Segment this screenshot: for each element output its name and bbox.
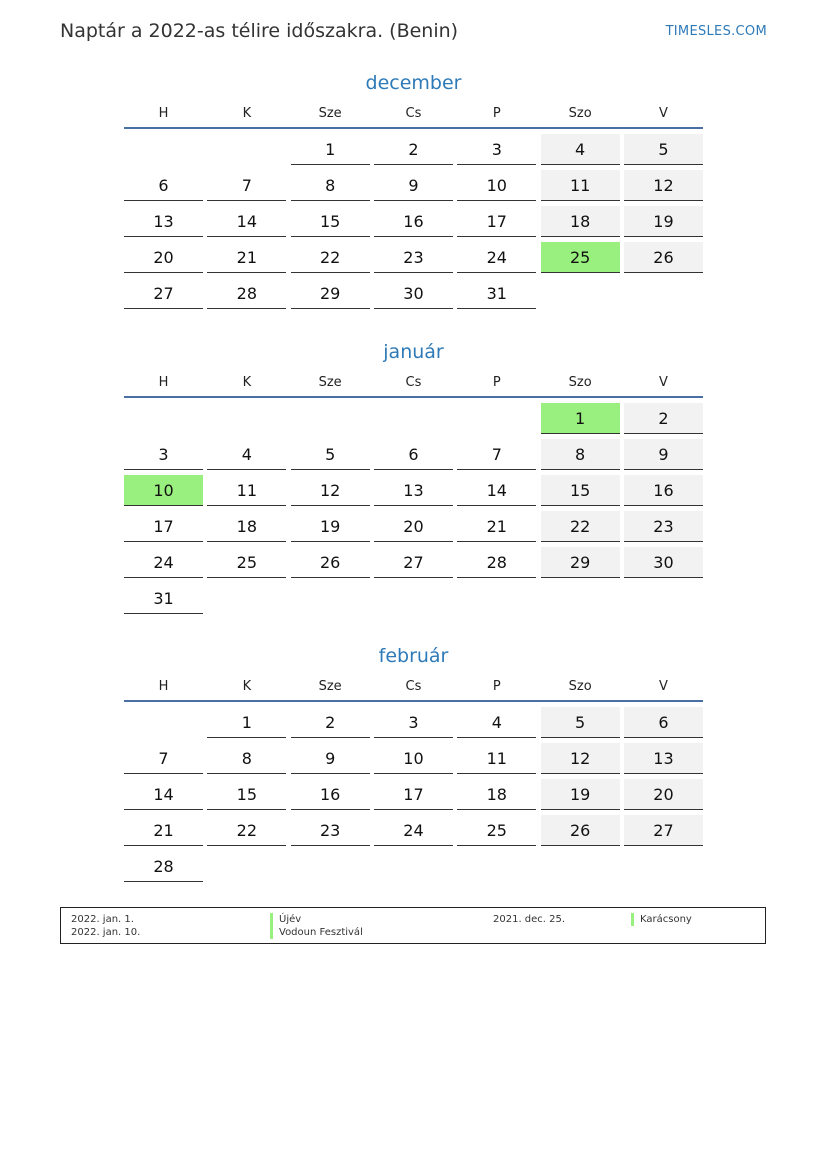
brand-link[interactable]: TIMESLES.COM [665, 24, 767, 39]
month-title: január [383, 341, 444, 363]
day-cell: 17 [124, 511, 203, 542]
month-title: február [378, 645, 449, 667]
day-cell: 4 [457, 707, 536, 738]
day-cell: 12 [291, 475, 370, 506]
day-cell: 8 [291, 170, 370, 201]
day-cell: 16 [374, 206, 453, 237]
month-januar [124, 339, 703, 614]
day-cell: 9 [374, 170, 453, 201]
weekday-label: H [158, 375, 169, 390]
day-cell: 2 [374, 134, 453, 165]
day-cell: 5 [541, 707, 620, 738]
day-cell: 20 [124, 242, 203, 273]
day-cell: 30 [374, 278, 453, 309]
day-grid [124, 707, 703, 882]
weekday-label: Szo [568, 106, 592, 121]
weekday-label: K [242, 375, 252, 390]
weekday-label: Cs [405, 375, 422, 390]
weekday-label: V [659, 679, 668, 694]
day-cell: 12 [624, 170, 703, 201]
empty-cell [124, 707, 203, 738]
day-cell: 23 [291, 815, 370, 846]
day-cell: 5 [624, 134, 703, 165]
empty-cell [124, 134, 203, 165]
month-februar [124, 643, 703, 882]
day-cell: 27 [124, 278, 203, 309]
legend-row [61, 926, 765, 939]
day-cell: 20 [374, 511, 453, 542]
header-rule [124, 700, 703, 702]
legend-row [61, 913, 765, 926]
weekday-label: Sze [318, 106, 342, 121]
day-cell: 21 [457, 511, 536, 542]
header-rule [124, 396, 703, 398]
day-cell: 7 [124, 743, 203, 774]
holiday-day-cell: 10 [124, 475, 203, 506]
weekday-label: Cs [405, 106, 422, 121]
day-cell: 27 [374, 547, 453, 578]
holiday-legend [60, 907, 766, 944]
day-cell: 28 [457, 547, 536, 578]
legend-holiday-name: Karácsony [631, 913, 692, 926]
day-cell: 23 [624, 511, 703, 542]
day-cell: 11 [541, 170, 620, 201]
weekday-label: P [492, 106, 501, 121]
header-rule [124, 127, 703, 129]
day-cell: 12 [541, 743, 620, 774]
month-title: december [365, 72, 462, 94]
empty-cell [374, 403, 453, 434]
day-cell: 30 [624, 547, 703, 578]
weekday-label: K [242, 679, 252, 694]
day-cell: 8 [207, 743, 286, 774]
day-cell: 15 [207, 779, 286, 810]
day-cell: 16 [291, 779, 370, 810]
day-cell: 6 [374, 439, 453, 470]
day-cell: 28 [124, 851, 203, 882]
day-cell: 6 [624, 707, 703, 738]
day-cell: 4 [207, 439, 286, 470]
day-cell: 3 [457, 134, 536, 165]
day-cell: 19 [291, 511, 370, 542]
empty-cell [207, 134, 286, 165]
day-cell: 16 [624, 475, 703, 506]
day-cell: 13 [374, 475, 453, 506]
day-cell: 1 [291, 134, 370, 165]
day-cell: 21 [124, 815, 203, 846]
day-cell: 31 [457, 278, 536, 309]
holiday-day-cell: 25 [541, 242, 620, 273]
day-cell: 7 [207, 170, 286, 201]
day-cell: 19 [624, 206, 703, 237]
day-cell: 25 [207, 547, 286, 578]
day-cell: 1 [207, 707, 286, 738]
weekday-label: V [659, 375, 668, 390]
legend-holiday-name: Újév [270, 913, 301, 926]
day-cell: 14 [124, 779, 203, 810]
day-cell: 26 [291, 547, 370, 578]
day-cell: 20 [624, 779, 703, 810]
weekday-header [124, 374, 703, 396]
day-cell: 29 [291, 278, 370, 309]
day-cell: 25 [457, 815, 536, 846]
day-cell: 24 [124, 547, 203, 578]
day-cell: 18 [457, 779, 536, 810]
weekday-label: H [158, 106, 169, 121]
day-cell: 2 [291, 707, 370, 738]
day-cell: 15 [541, 475, 620, 506]
day-cell: 28 [207, 278, 286, 309]
day-cell: 8 [541, 439, 620, 470]
day-cell: 18 [541, 206, 620, 237]
day-cell: 3 [124, 439, 203, 470]
weekday-label: Sze [318, 375, 342, 390]
day-cell: 14 [457, 475, 536, 506]
day-cell: 7 [457, 439, 536, 470]
weekday-label: Szo [568, 375, 592, 390]
day-cell: 10 [457, 170, 536, 201]
day-cell: 31 [124, 583, 203, 614]
day-grid [124, 134, 703, 309]
day-cell: 29 [541, 547, 620, 578]
weekday-header [124, 678, 703, 700]
day-cell: 24 [457, 242, 536, 273]
holiday-day-cell: 1 [541, 403, 620, 434]
day-cell: 22 [541, 511, 620, 542]
legend-date: 2022. jan. 10. [71, 927, 141, 938]
day-cell: 11 [207, 475, 286, 506]
day-cell: 26 [624, 242, 703, 273]
day-cell: 6 [124, 170, 203, 201]
day-cell: 10 [374, 743, 453, 774]
day-cell: 11 [457, 743, 536, 774]
weekday-label: H [158, 679, 169, 694]
day-cell: 21 [207, 242, 286, 273]
day-cell: 9 [624, 439, 703, 470]
empty-cell [207, 403, 286, 434]
day-cell: 17 [457, 206, 536, 237]
day-cell: 3 [374, 707, 453, 738]
day-cell: 17 [374, 779, 453, 810]
legend-date: 2021. dec. 25. [493, 914, 566, 925]
empty-cell [124, 403, 203, 434]
day-cell: 9 [291, 743, 370, 774]
day-cell: 27 [624, 815, 703, 846]
day-grid [124, 403, 703, 614]
day-cell: 15 [291, 206, 370, 237]
day-cell: 26 [541, 815, 620, 846]
day-cell: 24 [374, 815, 453, 846]
day-cell: 23 [374, 242, 453, 273]
day-cell: 2 [624, 403, 703, 434]
weekday-label: Cs [405, 679, 422, 694]
weekday-label: P [492, 375, 501, 390]
day-cell: 4 [541, 134, 620, 165]
legend-holiday-name: Vodoun Fesztivál [270, 926, 363, 939]
weekday-label: V [659, 106, 668, 121]
empty-cell [291, 403, 370, 434]
empty-cell [457, 403, 536, 434]
day-cell: 5 [291, 439, 370, 470]
day-cell: 19 [541, 779, 620, 810]
day-cell: 14 [207, 206, 286, 237]
weekday-header [124, 105, 703, 127]
weekday-label: Sze [318, 679, 342, 694]
day-cell: 22 [291, 242, 370, 273]
weekday-label: Szo [568, 679, 592, 694]
weekday-label: P [492, 679, 501, 694]
day-cell: 13 [124, 206, 203, 237]
day-cell: 22 [207, 815, 286, 846]
day-cell: 13 [624, 743, 703, 774]
day-cell: 18 [207, 511, 286, 542]
weekday-label: K [242, 106, 252, 121]
page-title: Naptár a 2022-as télire időszakra. (Benin) [60, 20, 459, 42]
legend-date: 2022. jan. 1. [71, 914, 134, 925]
month-december [124, 70, 703, 309]
